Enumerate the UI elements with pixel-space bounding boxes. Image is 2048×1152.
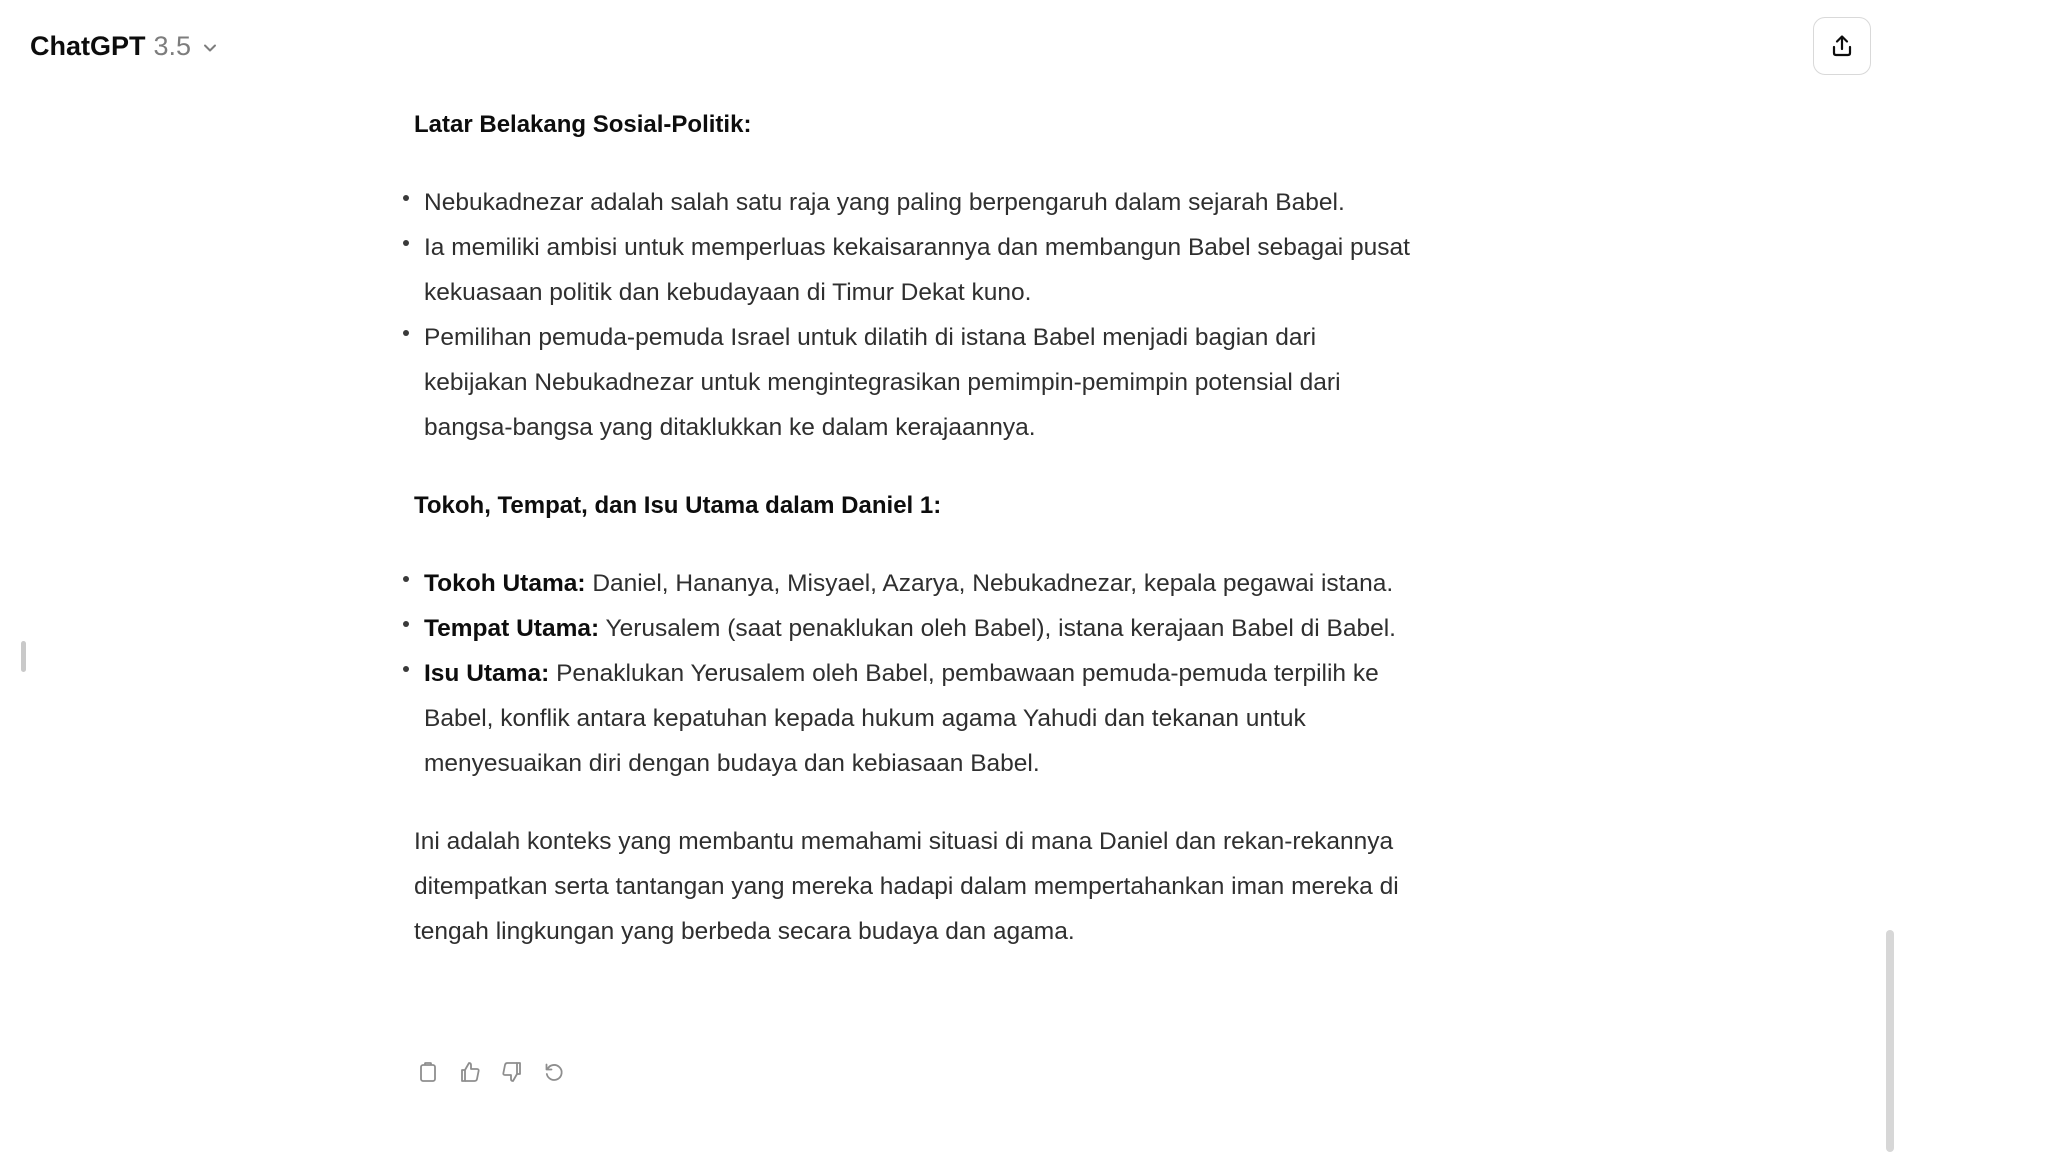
list-item: Nebukadnezar adalah salah satu raja yang paling berpengaruh dalam sejarah Babel.	[414, 180, 1414, 225]
thumbs-down-button[interactable]	[498, 1058, 526, 1086]
section-heading-social-political: Latar Belakang Sosial-Politik:	[414, 111, 752, 138]
figures-places-issues-list	[414, 561, 1414, 786]
list-item-label: Tokoh Utama:	[424, 570, 586, 597]
regenerate-icon	[542, 1060, 566, 1084]
list-item-label: Tempat Utama:	[424, 615, 600, 642]
message-actions	[414, 1056, 568, 1088]
chevron-down-icon	[201, 39, 219, 57]
assistant-message	[414, 102, 1414, 954]
closing-paragraph: Ini adalah konteks yang membantu memahami situasi di mana Daniel dan rekan-rekannya ditempatkan serta tantangan yang mereka hadapi dalam mempertahankan iman mereka di tengah lingkungan yang berbeda secara budaya dan agama.	[414, 828, 1399, 945]
model-switcher[interactable]	[20, 22, 229, 70]
regenerate-button[interactable]	[540, 1058, 568, 1086]
copy-button[interactable]	[414, 1058, 442, 1086]
sidebar-toggle-handle[interactable]	[21, 641, 26, 672]
list-item: Ia memiliki ambisi untuk memperluas kekaisarannya dan membangun Babel sebagai pusat kekuasaan politik dan kebudayaan di Timur Dekat kuno.	[414, 225, 1414, 315]
list-item	[414, 561, 1414, 606]
thumbs-up-icon	[458, 1060, 482, 1084]
list-item-text: Penaklukan Yerusalem oleh Babel, pembawaan pemuda-pemuda terpilih ke Babel, konflik antara kepatuhan kepada hukum agama Yahudi dan tekanan untuk menyesuaikan diri dengan budaya dan kebiasaan Babel.	[424, 660, 1379, 777]
list-item-text: Yerusalem (saat penaklukan oleh Babel), istana kerajaan Babel di Babel.	[599, 615, 1396, 642]
share-button[interactable]	[1813, 17, 1871, 75]
list-item	[414, 606, 1414, 651]
scrollbar-thumb[interactable]	[1886, 930, 1894, 1152]
thumbs-up-button[interactable]	[456, 1058, 484, 1086]
thumbs-down-icon	[500, 1060, 524, 1084]
header	[0, 0, 2048, 92]
list-item-text: Daniel, Hananya, Misyael, Azarya, Nebukadnezar, kepala pegawai istana.	[585, 570, 1394, 597]
scrollbar[interactable]	[1884, 930, 1896, 1152]
share-upload-icon	[1829, 33, 1855, 59]
copy-icon	[416, 1060, 440, 1084]
model-name: ChatGPT	[30, 30, 146, 61]
list-item: Pemilihan pemuda-pemuda Israel untuk dilatih di istana Babel menjadi bagian dari kebijakan Nebukadnezar untuk mengintegrasikan pemimpin-pemimpin potensial dari bangsa-bangsa yang ditaklukkan ke dalam kerajaannya.	[414, 315, 1414, 450]
model-version: 3.5	[153, 30, 192, 61]
section-heading-figures-places-issues: Tokoh, Tempat, dan Isu Utama dalam Daniel 1:	[414, 492, 942, 519]
list-item-label: Isu Utama:	[424, 660, 550, 687]
list-item	[414, 651, 1414, 786]
social-political-list	[414, 180, 1414, 450]
